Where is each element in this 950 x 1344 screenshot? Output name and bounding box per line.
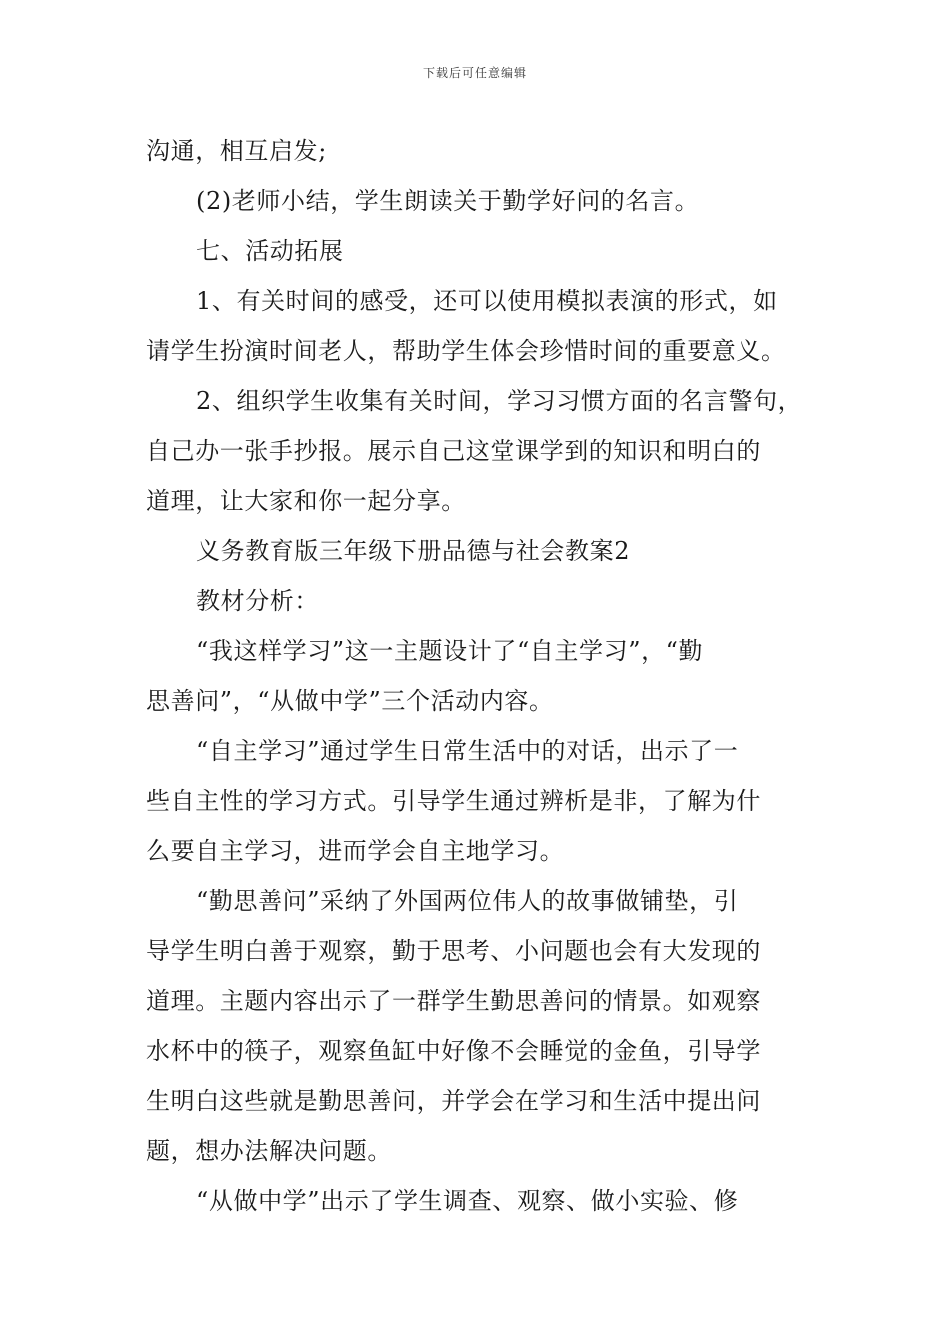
text-line: 道理，让大家和你一起分享。 (146, 487, 466, 515)
text-line: 导学生明白善于观察，勤于思考、小问题也会有大发现的 (146, 937, 761, 965)
document-body (146, 126, 811, 1226)
text-line: 沟通，相互启发; (146, 137, 327, 165)
text-line: 么要自主学习，进而学会自主地学习。 (146, 837, 565, 865)
text-line: “从做中学”出示了学生调查、观察、做小实验、修 (196, 1187, 739, 1215)
text-line: 生明白这些就是勤思善问，并学会在学习和生活中提出问 (146, 1087, 761, 1115)
section-heading: 七、活动拓展 (196, 237, 344, 265)
text-line: 些自主性的学习方式。引导学生通过辨析是非，了解为什 (146, 787, 761, 815)
document-subtitle: 义务教育版三年级下册品德与社会教案2 (196, 537, 631, 565)
text-line: “我这样学习”这一主题设计了“自主学习”，“勤 (196, 637, 704, 665)
text-line: 2、组织学生收集有关时间，学习习惯方面的名言警句， (196, 387, 803, 415)
text-line: 道理。主题内容出示了一群学生勤思善问的情景。如观察 (146, 987, 761, 1015)
text-line: “自主学习”通过学生日常生活中的对话，出示了一 (196, 737, 739, 765)
header-note: 下载后可任意编辑 (422, 66, 527, 80)
text-line: 自己办一张手抄报。展示自己这堂课学到的知识和明白的 (146, 437, 761, 465)
text-line: 1、有关时间的感受，还可以使用模拟表演的形式，如 (196, 287, 778, 315)
text-line: “勤思善问”采纳了外国两位伟人的故事做铺垫，引 (196, 887, 739, 915)
text-line: 思善问”，“从做中学”三个活动内容。 (146, 687, 554, 715)
text-line: 请学生扮演时间老人，帮助学生体会珍惜时间的重要意义。 (146, 337, 786, 365)
text-line: (2)老师小结，学生朗读关于勤学好问的名言。 (196, 187, 700, 215)
text-line: 水杯中的筷子，观察鱼缸中好像不会睡觉的金鱼，引导学 (146, 1037, 761, 1065)
section-heading: 教材分析： (196, 587, 319, 615)
text-line: 题，想办法解决问题。 (146, 1137, 392, 1165)
